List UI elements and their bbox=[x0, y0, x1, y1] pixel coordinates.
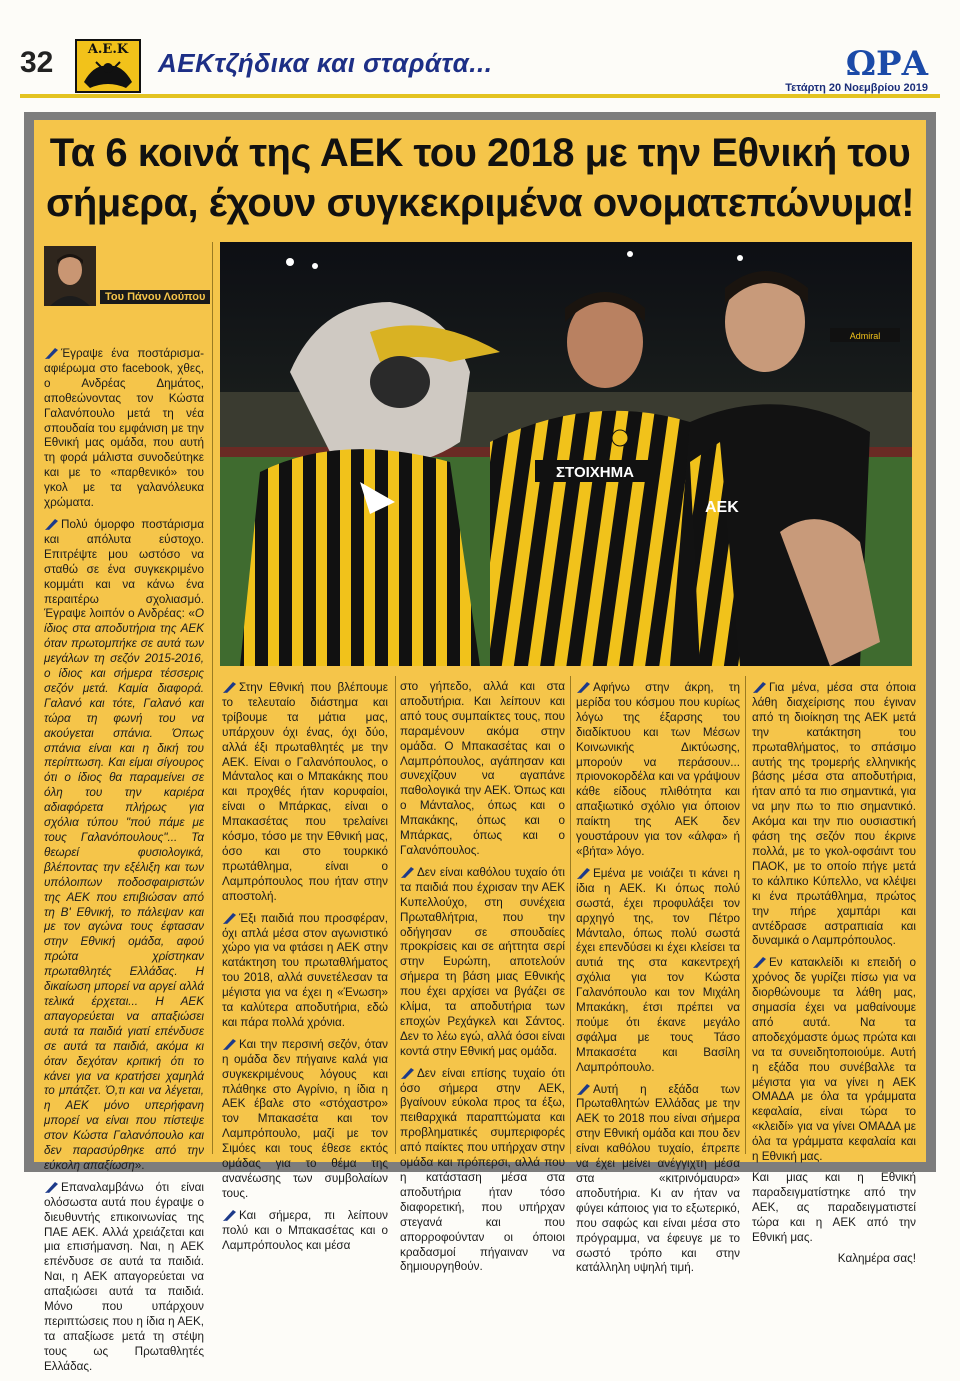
paragraph bbox=[400, 680, 565, 859]
paragraph-text: Έξι παιδιά που προσφέραν, όχι απλά μέσα στον αγωνιστικό χώρο για να φτάσει η ΑΕΚ στην κατάκτηση του πρωταθλήματος του 2018, αλλά συνετέλεσαν τα μέγιστα για να έχει η «Ένωση» τα καλύτερα αποδυτήρια, εδώ και πάρα πολλά χρόνια. bbox=[222, 911, 388, 1029]
paragraph-text: Εμένα με νοιάζει τι κάνει η ίδια η ΑΕΚ. Κι όπως πολύ σωστά, έχει προφυλάξει τον αρχηγό της, τον Πέτρο Μάνταλο, όπως πολύ σωστά έχει επενδύσει κι έχει κλείσει τα αυτιά της στα κακεντρεχή σχόλια για τον Κώστα Γαλανόπουλο και τον Μιχάλη Μπακάκη, έτσι πρέπει να πούμε ότι έκανε μεγάλο σφάλμα με τους Τάσο Μπακασέτα και Βασίλη Λαμπρόπουλο. bbox=[576, 866, 740, 1074]
section-title: ΑΕΚτζήδικα και σταράτα... bbox=[158, 48, 493, 78]
paragraph-text: στο γήπεδο, αλλά και στα αποδυτήρια. Και λείπουν και από τους συμπαίκτες τους, που παραμένουν ακόμα στην ομάδα. Ο Μπακασέτας και ο Λαμπρόπουλος, αγάπησαν και συνεχίζουν να αγαπάνε παθολογικά την ΑΕΚ. Όπως και ο Μάνταλος, όπως και ο Μπακάκης, όπως και ο Μπάρκας, όπως και ο Γαλανόπουλος. bbox=[400, 680, 565, 857]
aek-logo bbox=[72, 36, 144, 96]
article-column-2 bbox=[222, 680, 388, 1260]
article-photo bbox=[220, 242, 912, 666]
paragraph-text: Και την περσινή σεζόν, όταν η ομάδα δεν πήγαινε καλά για συγκεκριμένους λόγους και πλάθηκε στο Αγρίνιο, η ίδια η ΑΕΚ έβαλε στο «στόχαστρο» τον Μπακασέτα και τον Λαμπρόπουλο, μαζί με τον Σιμόες και τους έθεσε εκτός ομάδας για το θέμα της ανανέωσης των συμβολαίων τους. bbox=[222, 1037, 388, 1200]
paragraph bbox=[222, 911, 388, 1031]
paragraph-text: Και μιας και η Εθνική παραδειγματίστηκε από την ΑΕΚ, ας παραδειγματιστεί τώρα και η ΑΕΚ από την Εθνική μας. bbox=[752, 1171, 916, 1244]
paragraph-text: Έγραψε ένα ποστάρισμα-αφιέρωμα στο facebook, χθες, ο Ανδρέας Δημάτος, αποθεώνοντας τον Κώστα Γαλανόπουλο μετά τη νέα σπουδαία του εμφάνιση με την Εθνική μας ομάδα, που αυτή τη φορά μάλιστα συνοδεύτηκε και με το «παρθενικό» του γκολ με τα γαλανόλευκα χρώματα. bbox=[44, 347, 204, 510]
article-column-3 bbox=[400, 680, 565, 1281]
author-photo bbox=[44, 246, 96, 306]
paragraph-text: Και σήμερα, πι λείπουν πολύ και ο Μπακασέτας και ο Λαμπρόπουλος και μέσα bbox=[222, 1208, 388, 1252]
paragraph-text: Για μένα, μέσα στα όποια λάθη διαχείρισης που έγιναν από τη διοίκηση της ΑΕΚ μετά την κατάκτηση του πρωταθλήματος, το σπάσιμο αυτής της τρομερής ελληνικής βάσης μέσα στα αποδυτήρια, ήταν από τα πιο σημαντικά, για να μην πω το πιο σημαντικό. Ακόμα και την πιο ουσιαστική φάση της σεζόν που έκρινε πολλά, με το γκολ-οφσάιντ του ΠΑΟΚ, με το οποίο πήγε μετά το κάλπικο Κύπελλο, να κλέψει κι ένα πρωτάθλημα, πρώτος την πήρε χαμπάρι και αντέδρασε αστραπιαία και δυναμικά ο Λαμπρόπουλος. bbox=[752, 681, 916, 948]
paragraph bbox=[576, 1082, 740, 1277]
paragraph bbox=[222, 1037, 388, 1202]
paragraph bbox=[752, 955, 916, 1165]
paragraph-text: Αυτή η εξάδα των Πρωταθλητών Ελλάδας με την ΑΕΚ το 2018 που είναι σήμερα στην Εθνική ομάδα και που δεν είναι καθόλου τυχαίο, έπρεπε να έχει μείνει ανέγγιχτη μέσα στα «κιτρινόμαυρα» αποδυτήρια. Κι αν ήταν να φύγει κάποιος για το εξωτερικό, που σαφώς και είναι μέσα στο πρόγραμμα, να έφευγε με το σωστό τρόπο και στην κατάλληλη υψηλή τιμή. bbox=[576, 1082, 740, 1275]
paragraph-text: Αφήνω στην άκρη, τη μερίδα του κόσμου που κυρίως λόγω της έξαρσης του διαδίκτυου και των Μέσων Κοινωνικής Δικτύωσης, μπορούν να περάσουν... πριονοκορδέλα και να γράψουν κάθε είδους πλιθότητα και απαξιωτικό σχόλιο για όποιον παίκτη της ΑΕΚ δεν γουστάρουν για τον «άλφα» ή «βήτα» λόγο. bbox=[576, 681, 740, 858]
pen-icon bbox=[576, 1082, 591, 1095]
paragraph bbox=[576, 866, 740, 1076]
paragraph bbox=[222, 1208, 388, 1254]
pen-icon bbox=[400, 865, 415, 878]
column-rule bbox=[212, 242, 213, 1154]
pen-icon bbox=[576, 680, 591, 693]
paragraph-text: Επαναλαμβάνω ότι είναι ολόσωστα αυτά που έγραψε ο διευθυντής επικοινωνίας της ΠΑΕ ΑΕΚ. Αλλά χρειάζεται και μια επισήμανση. Ναι, η ΑΕΚ επένδυσε σε αυτά τα παιδιά. Ναι, η ΑΕΚ απαγορεύεται να απαξιώσει αυτά τα παιδιά. Μόνο που υπάρχουν περιπτώσεις που η ίδια η ΑΕΚ, τα απαξίωσε μετά τη στέψη τους ως Πρωταθλητές Ελλάδας. bbox=[44, 1180, 204, 1373]
pen-icon bbox=[222, 1037, 237, 1050]
quote-text: Ο ίδιος στα αποδυτήρια της ΑΕΚ όταν πρωτομπήκε σε αυτά των μεγάλων τη σεζόν 2015-2016, ο ίδιος και σήμερα τέσσερις σεζόν μετά. Καμία διαφορά. Γαλανό και τότε, Γαλανό και τώρα τη φωνή του να ακούγεται σπάνια. Όπως σπάνια είναι και η δική του περίπτωση. Και είμαι σίγουρος ότι ο ίδιος θα παραμείνει σε όλη του την καριέρα αδιαφόρετα πλήρως για σχόλια τύπου "πού πάμε με τους Γαλανόπουλους"... Τα θεωρεί φυσιολογικά, βλέποντας την εξέλιξη και των υπόλοιπων ποδοσφαιριστών της ΑΕΚ που επιβιώσαν από τη Β' Εθνική, το πάλεψαν και με τον αγώνα τους έφτασαν στην Εθνική ομάδα, αφού πρώτα χρίστηκαν πρωταθλητές Ελλάδας. Η δικαίωση μπορεί να αργεί αλλά τελικά έρχεται... Η ΑΕΚ απαγορεύεται να απαξιώσει αυτά τα παιδιά γιατί επένδυσε σε αυτά τα παιδιά, ακόμα κι όταν δεχόταν κριτική ότι το κάνει για να κρατήσει χαμηλά το μπάτζετ. Ό,τι και να λέγεται, η ΑΕΚ μόνο υπερήφανη μπορεί να είναι που πίστεψε στον Κώστα Γαλανόπουλο και δεν παρασύρθηκε από την εύκολη απαξίωση bbox=[44, 607, 204, 1172]
byline bbox=[44, 246, 204, 310]
pen-icon bbox=[400, 1066, 415, 1079]
column-rule bbox=[745, 676, 746, 1154]
pen-icon bbox=[752, 955, 767, 968]
paragraph-text: ». bbox=[134, 1158, 145, 1172]
paragraph bbox=[44, 517, 204, 1174]
article-column-4 bbox=[576, 680, 740, 1282]
pen-icon bbox=[576, 866, 591, 879]
pen-icon bbox=[222, 1208, 237, 1221]
article-column-5 bbox=[752, 680, 916, 1272]
pen-icon bbox=[44, 517, 59, 530]
pen-icon bbox=[752, 680, 767, 693]
aek-logo-text: Α.Ε.Κ bbox=[87, 42, 129, 57]
column-rule bbox=[570, 676, 571, 1154]
stadium-board-text: Admiral bbox=[849, 331, 881, 341]
article-column-1 bbox=[44, 346, 204, 1381]
byline-author: Του Πάνου Λούπου bbox=[100, 290, 210, 304]
header-divider bbox=[20, 94, 940, 98]
pen-icon bbox=[222, 911, 237, 924]
paragraph-text: Πολύ όμορφο ποστάρισμα και απόλυτα εύστοχο. Επιτρέψτε μου ωστόσο να σταθώ σε ένα συγκεκριμένο κομμάτι και να κάνω ένα περαιτέρω σχολιασμό. Έγραψε λοιπόν ο Ανδρέας: « bbox=[44, 517, 204, 621]
signoff-text: Καλημέρα σας! bbox=[837, 1251, 916, 1265]
page-number: 32 bbox=[20, 46, 54, 79]
paragraph bbox=[400, 865, 565, 1060]
pen-icon bbox=[222, 680, 237, 693]
paragraph-text: Δεν είναι καθόλου τυχαίο ότι τα παιδιά που έχρισαν την ΑΕΚ Κυπελλούχο, στη συνέχεια Πρωταθλήτρια, που την οδήγησαν σε σπουδαίες προκρίσεις και σε αήττητα σερί στην Ευρώπη, αποτελούν σήμερα τη βάση μιας Εθνικής που έχει αρχίσει να βγάζει σε κλίμα, τα αποδυτήρια των εποχών Ρεχάγκελ και Σάντος. Δεν το λέω εγώ, αλλά όσοι είναι κοντά στην Εθνική μας ομάδα. bbox=[400, 865, 565, 1058]
paragraph-text: Εν κατακλείδι κι επειδή ο χρόνος δε γυρίζει πίσω για να διορθώνουμε τα λάθη μας, σημασία έχει να μαθαίνουμε από αυτά. Να τα αποδεχόμαστε όμως πρώτα και να τα συνειδητοποιούμε. Αυτή η εξάδα που συνέβαλλε τα μέγιστα για να γίνει η ΑΕΚ ΟΜΑΔΑ με όλα τα γράμματα κεφαλαία, είναι τώρα το «κλειδί» για να γίνει ΟΜΑΔΑ με όλα τα γράμματα κεφαλαία και η Εθνική μας. bbox=[752, 956, 916, 1164]
issue-date: Τετάρτη 20 Νοεμβρίου 2019 bbox=[785, 82, 928, 94]
paragraph-text: Δεν είναι επίσης τυχαίο ότι όσο σήμερα στην ΑΕΚ, βγαίνουν εύκολα προς τα έξω, πειθαρχικά παραπτώματα και προβληματικές συμπεριφορές από παίκτες που υπήρχαν στην ομάδα και πρόπερσι, αλλά που η κατάσταση μέσα στα αποδυτήρια ήταν τόσο διαφορετική, που υπήρχαν στεγανά και που απορροφούνταν οι όποιοι κραδασμοί πήγαιναν να δημιουργηθούν. bbox=[400, 1066, 565, 1274]
paragraph-text: Στην Εθνική που βλέπουμε το τελευταίο διάστημα και τρίβουμε τα μάτια μας, υπάρχουν όχι ένας, όχι δύο, αλλά έξι πρωταθλητές με την ΑΕΚ. Είναι ο Γαλανόπουλος, ο Μάνταλος και ο Μπακάκης που και προχθές ήταν κορυφαίοι, είναι ο Μπάρκας, είναι ο Μπακασέτας που τρελαίνει κόσμο, τόσο με την Εθνική μας, όσο και στο τουρκικό πρωτάθλημα, είναι ο Λαμπρόπουλος που ήταν στην αποστολή. bbox=[222, 681, 388, 903]
newspaper-brand: ΩΡΑ bbox=[845, 44, 928, 84]
paragraph bbox=[44, 346, 204, 511]
column-rule bbox=[395, 676, 396, 1154]
paragraph bbox=[44, 1180, 204, 1375]
paragraph bbox=[400, 1066, 565, 1276]
pen-icon bbox=[44, 1180, 59, 1193]
pen-icon bbox=[44, 346, 59, 359]
paragraph bbox=[576, 680, 740, 860]
jersey-shirt-text: ΑΕΚ bbox=[705, 499, 739, 516]
paragraph bbox=[752, 680, 916, 949]
page-header bbox=[0, 0, 960, 108]
paragraph bbox=[752, 1171, 916, 1246]
paragraph bbox=[222, 680, 388, 905]
signoff bbox=[752, 1252, 916, 1267]
jersey-sponsor-text: ΣΤΟΙΧΗΜΑ bbox=[556, 464, 634, 481]
article-headline: Τα 6 κοινά της ΑΕΚ του 2018 με την Εθνική του σήμερα, έχουν συγκεκριμένα ονοματεπώνυμα! bbox=[45, 131, 915, 225]
